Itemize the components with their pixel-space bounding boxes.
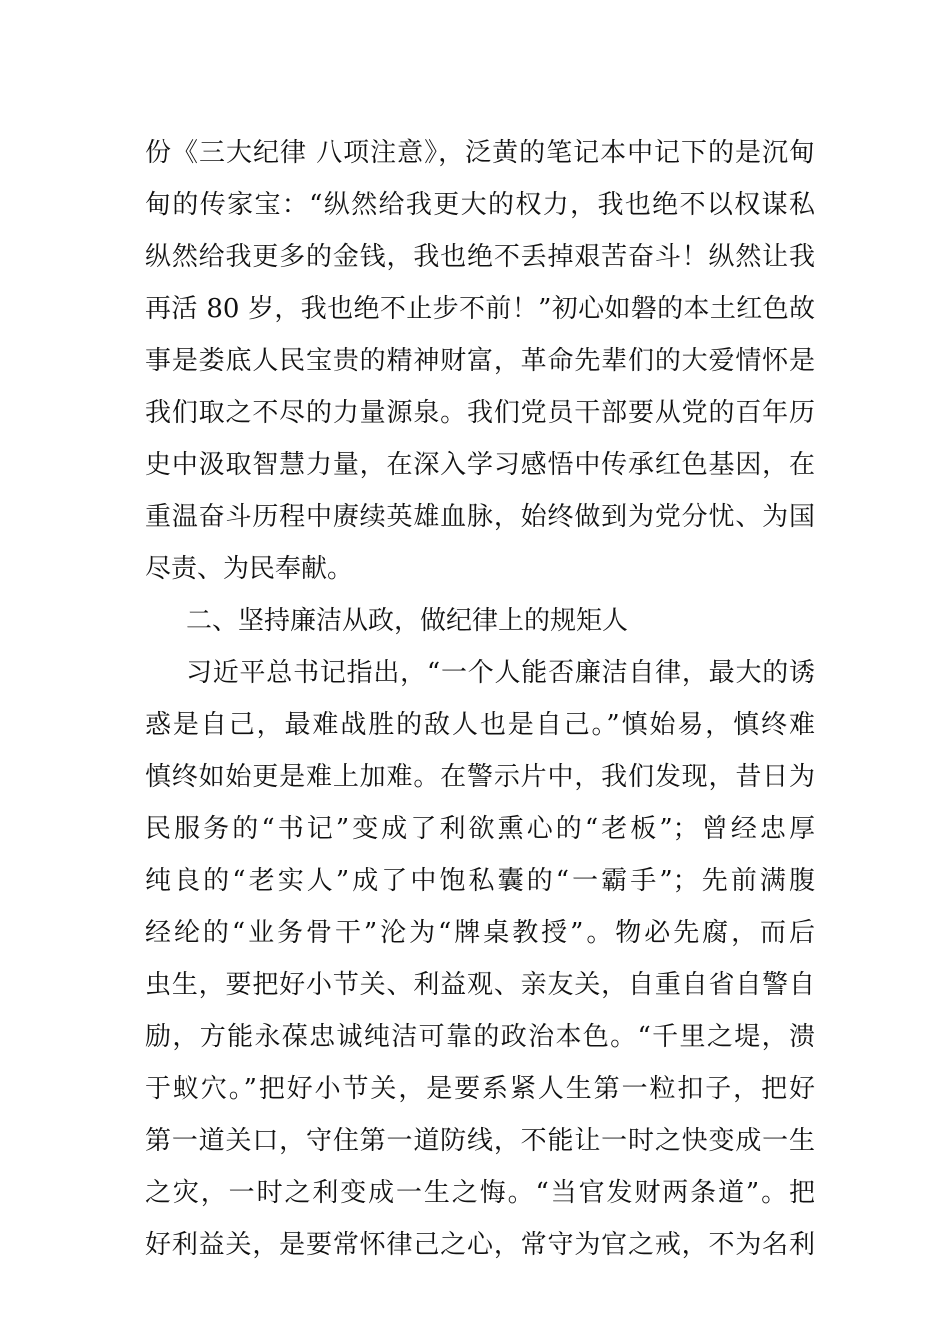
section-heading: 二、坚持廉洁从政，做纪律上的规矩人 xyxy=(186,606,629,636)
text-line: 于蚁穴。”把好小节关，是要系紧人生第一粒扣子，把好 xyxy=(145,1074,815,1104)
text-line: 再活 80 岁，我也绝不止步不前！”初心如磐的本土红色故 xyxy=(145,294,815,324)
text-line: 事是娄底人民宝贵的精神财富，革命先辈们的大爱情怀是 xyxy=(145,346,815,376)
text-line: 我们取之不尽的力量源泉。我们党员干部要从党的百年历 xyxy=(145,398,815,428)
text-line: 纯良的“老实人”成了中饱私囊的“一霸手”；先前满腹 xyxy=(145,866,815,896)
text-line: 励，方能永葆忠诚纯洁可靠的政治本色。“千里之堤，溃 xyxy=(145,1022,815,1052)
paragraph-first-line: 习近平总书记指出，“一个人能否廉洁自律，最大的诱 xyxy=(186,658,815,688)
text-line: 纵然给我更多的金钱，我也绝不丢掉艰苦奋斗！纵然让我 xyxy=(145,242,815,272)
text-line: 第一道关口，守住第一道防线，不能让一时之快变成一生 xyxy=(145,1126,815,1156)
text-line: 份《三大纪律 八项注意》，泛黄的笔记本中记下的是沉甸 xyxy=(145,138,815,168)
text-line: 好利益关，是要常怀律己之心，常守为官之戒，不为名利 xyxy=(145,1230,815,1260)
text-line: 经纶的“业务骨干”沦为“牌桌教授”。物必先腐，而后 xyxy=(145,918,815,948)
text-line: 重温奋斗历程中赓续英雄血脉，始终做到为党分忧、为国 xyxy=(145,502,815,532)
text-line: 惑是自己，最难战胜的敌人也是自己。”慎始易，慎终难 xyxy=(145,710,815,740)
text-line: 民服务的“书记”变成了利欲熏心的“老板”；曾经忠厚 xyxy=(145,814,815,844)
text-line: 甸的传家宝：“纵然给我更大的权力，我也绝不以权谋私 xyxy=(145,190,815,220)
text-line: 慎终如始更是难上加难。在警示片中，我们发现，昔日为 xyxy=(145,762,815,792)
text-line: 之灾，一时之利变成一生之悔。“当官发财两条道”。把 xyxy=(145,1178,815,1208)
paragraph-end-line: 尽责、为民奉献。 xyxy=(145,554,354,584)
text-line: 虫生，要把好小节关、利益观、亲友关，自重自省自警自 xyxy=(145,970,815,1000)
text-line: 史中汲取智慧力量，在深入学习感悟中传承红色基因，在 xyxy=(145,450,815,480)
